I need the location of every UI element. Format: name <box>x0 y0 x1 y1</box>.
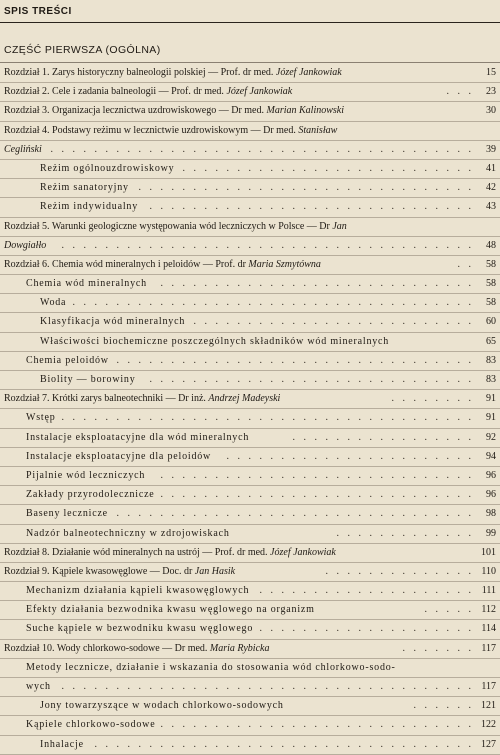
dot-leader: . . . . . . . . . . . . . . . . . . . . . . . . . . . . . <box>160 469 474 481</box>
entry-page: 48 <box>486 239 496 251</box>
entry-text: Baseny lecznicze <box>26 508 108 520</box>
entry-text: wych <box>26 681 51 692</box>
entry-page: 121 <box>481 700 496 712</box>
toc-entry[interactable] <box>0 697 500 716</box>
entry-page: 127 <box>481 738 496 750</box>
dot-leader: . . . . . . <box>413 700 474 712</box>
toc-entry[interactable] <box>0 678 500 697</box>
entry-text: Właściwości biochemiczne poszczególnych składników wód mineralnych <box>40 335 390 347</box>
toc-entry[interactable] <box>0 275 500 294</box>
dot-leader: . . . . . . . . . . . . . . . . . . . . . . . . . . . . . . <box>149 201 474 213</box>
entry-page: 91 <box>486 393 496 405</box>
entry-text: Rozdział 2. Cele i zadania balneologii — Prof. dr med. <box>4 86 227 98</box>
toc-entry[interactable] <box>0 179 500 198</box>
page-title: SPIS TREŚCI <box>4 6 72 17</box>
toc-entry[interactable] <box>0 582 500 601</box>
entry-text: Rozdział 1. Zarys historyczny balneologii polskiej — Prof. dr med. <box>4 67 276 78</box>
entry-author: Andrzej Madeyski <box>208 393 281 405</box>
entry-text: Biolity — borowiny <box>40 374 136 385</box>
toc-entry[interactable] <box>0 352 500 371</box>
entry-author: Dowgiałło <box>4 239 47 251</box>
entry-author: Cegliński <box>4 143 42 155</box>
entry-text: Rozdział 7. Krótki zarys balneotechniki — Dr inż. <box>4 393 209 405</box>
entry-page: 42 <box>486 182 496 194</box>
entry-page: 15 <box>486 67 496 78</box>
dot-leader: . . . . . . . . . . . . . . . . . . . . . . . . . . . . . . . . . <box>116 354 474 366</box>
toc-entry[interactable] <box>0 467 500 486</box>
dot-leader: . . . . . . . . . . . . . . . . . . . . . . . . . . . . . . . . . <box>116 508 474 520</box>
entry-page: 114 <box>481 623 496 635</box>
toc-entry[interactable] <box>0 313 500 332</box>
entry-text: Efekty działania bezwodnika kwasu węglowego na organizm <box>26 604 315 616</box>
toc-entry[interactable] <box>0 716 500 735</box>
entry-page: 83 <box>486 374 496 385</box>
entry-page: 111 <box>481 585 496 597</box>
entry-page: 99 <box>486 527 496 539</box>
entry-page: 101 <box>481 546 496 558</box>
entry-author: Maria Szmytówna <box>248 258 321 270</box>
entry-text: Reżim ogólnouzdrowiskowy <box>40 162 175 174</box>
entry-page: 58 <box>486 258 496 270</box>
entry-page: 23 <box>486 86 496 98</box>
dot-leader: . . . . . . . . . . . . . . . . . . . . . . . . . . . . . . . . . . . . . <box>72 297 474 309</box>
toc-entry[interactable] <box>0 525 500 544</box>
entry-text: Klasyfikacja wód mineralnych <box>40 316 186 328</box>
dot-leader: . . . . . . . . . . . . . <box>336 527 474 539</box>
entry-text: Metody lecznicze, działanie i wskazania do stosowania wód chlorkowo-sodo- <box>26 661 396 673</box>
entry-page: 96 <box>486 469 496 481</box>
dot-leader: . . . . . . . . . . . . . . . . . . . . . . . . . . . . . . . . . . . . . . . <box>50 143 474 155</box>
toc-entry[interactable] <box>0 333 500 352</box>
entry-text: Instalacje eksploatacyjne dla wód mineralnych <box>26 431 250 443</box>
toc-entry[interactable] <box>0 505 500 524</box>
entry-page: 117 <box>481 681 496 692</box>
toc-entry[interactable] <box>0 659 500 678</box>
toc-entry[interactable] <box>0 409 500 428</box>
entry-page: 39 <box>486 143 496 155</box>
entry-author: Maria Rybicka <box>209 642 270 654</box>
toc-entry[interactable] <box>0 141 500 160</box>
toc-entry[interactable] <box>0 736 500 755</box>
toc-entry[interactable] <box>0 160 500 179</box>
entry-page: 92 <box>486 431 496 443</box>
toc-entry[interactable] <box>0 102 500 121</box>
entry-text: Suche kąpiele w bezwodniku kwasu węglowego <box>26 623 254 635</box>
entry-text: Chemia peloidów <box>26 354 109 366</box>
dot-leader: . . . . . . . . . . . . . . . . . . . . . . . . . . . . . . <box>149 374 474 385</box>
entry-text: Inhalacje <box>40 738 84 750</box>
entry-page: 83 <box>486 354 496 366</box>
entry-text: Rozdział 3. Organizacja lecznictwa uzdrowiskowego — Dr med. <box>4 105 267 117</box>
entry-text: Jony towarzyszące w wodach chlorkowo-sodowych <box>40 700 284 712</box>
toc-entry[interactable] <box>0 237 500 256</box>
toc-entry[interactable] <box>0 64 500 83</box>
toc-entry[interactable] <box>0 122 500 141</box>
entry-page: 60 <box>486 316 496 328</box>
dot-leader: . . . . . . . . . . . . . . . . . . . . . . . . . . . . . <box>160 278 474 290</box>
entry-text: Rozdział 5. Warunki geologiczne występowania wód leczniczych w Polsce — Dr <box>4 220 333 232</box>
entry-page: 112 <box>481 604 496 616</box>
dot-leader: . . . . . . . . . . . . . . . . . . . . . . . . . . . . . . . . . . . . . . <box>61 412 474 424</box>
title-divider <box>0 22 500 23</box>
entry-text: Rozdział 6. Chemia wód mineralnych i peloidów — Prof. dr <box>4 258 249 270</box>
toc-list <box>0 64 500 755</box>
dot-leader: . . . . . . . . . . . . . . <box>325 565 474 577</box>
dot-leader: . . . . . <box>424 604 474 616</box>
entry-page: 58 <box>486 297 496 309</box>
toc-entry[interactable] <box>0 563 500 582</box>
entry-author: Stanisław <box>298 124 338 136</box>
entry-page: 91 <box>486 412 496 424</box>
entry-author: Jan Hasik <box>194 565 236 577</box>
part-title: CZĘŚĆ PIERWSZA (OGÓLNA) <box>4 44 161 56</box>
dot-leader: . . . . . . . . . . . . . . . . . . . . . . . . . . . . . <box>160 719 474 731</box>
entry-page: 43 <box>486 201 496 213</box>
entry-page: 98 <box>486 508 496 520</box>
toc-entry[interactable] <box>0 486 500 505</box>
toc-entry[interactable] <box>0 544 500 563</box>
dot-leader: . . . . . . . . . . . . . . . . . <box>292 431 474 443</box>
entry-text: Zakłady przyrodolecznicze <box>26 489 155 501</box>
dot-leader: . . . . . . . . . . . . . . . . . . . . <box>259 623 474 635</box>
entry-page: 122 <box>481 719 496 731</box>
entry-page: 110 <box>481 565 496 577</box>
entry-page: 58 <box>486 278 496 290</box>
toc-entry[interactable] <box>0 390 500 409</box>
dot-leader: . . . . . . . . . . . . . . . . . . . . . . . . . . . . . <box>160 489 474 501</box>
dot-leader: . . . . . . . . . . . . . . . . . . . . . . . . . . . . . . . . . . . <box>94 738 474 750</box>
entry-author: Jan <box>332 220 347 232</box>
dot-leader: . . . . . . . . . . . . . . . . . . . . . . . . . . . . . . . <box>138 182 474 194</box>
entry-author: Józef Jankowiak <box>275 67 342 78</box>
toc-entry[interactable] <box>0 620 500 639</box>
entry-text: Mechanizm działania kąpieli kwasowęglowych <box>26 585 250 597</box>
toc-entry[interactable] <box>0 601 500 620</box>
entry-text: Instalacje eksploatacyjne dla peloidów <box>26 450 212 462</box>
dot-leader: . . . . . . . . . . . . . . . . . . . . <box>259 585 474 597</box>
entry-page: 94 <box>486 450 496 462</box>
toc-entry[interactable] <box>0 198 500 217</box>
entry-text: Reżim sanatoryjny <box>40 182 129 194</box>
toc-entry[interactable] <box>0 429 500 448</box>
entry-text: Nadzór balneotechniczny w zdrojowiskach <box>26 527 230 539</box>
entry-text: Wstęp <box>26 412 56 424</box>
entry-page: 30 <box>486 105 496 117</box>
dot-leader: . . <box>457 258 474 270</box>
entry-text: Rozdział 9. Kąpiele kwasowęglowe — Doc. dr <box>4 565 195 577</box>
dot-leader: . . . . . . . . . . . . . . . . . . . . . . . . . . . . . . . . . . . . . . <box>61 239 474 251</box>
dot-leader: . . . . . . . . . . . . . . . . . . . . . . . . . . . . . . . . . . . . . . <box>61 681 474 692</box>
toc-entry[interactable] <box>0 294 500 313</box>
toc-entry[interactable] <box>0 448 500 467</box>
part-divider <box>0 62 500 63</box>
entry-author: Józef Jankowiak <box>270 546 336 558</box>
entry-text: Rozdział 8. Działanie wód mineralnych na ustrój — Prof. dr med. <box>4 546 271 558</box>
dot-leader: . . . . . . . . . . . . . . . . . . . . . . . <box>226 450 474 462</box>
entry-text: Woda <box>40 297 67 309</box>
entry-text: Pijalnie wód leczniczych <box>26 469 146 481</box>
entry-page: 41 <box>486 162 496 174</box>
entry-text: Rozdział 4. Podstawy reżimu w lecznictwie uzdrowiskowym — Dr med. <box>4 124 299 136</box>
dot-leader: . . . <box>446 86 474 98</box>
entry-page: 96 <box>486 489 496 501</box>
toc-entry[interactable] <box>0 371 500 390</box>
entry-author: Marian Kalinowski <box>266 105 345 117</box>
dot-leader: . . . . . . . <box>402 642 474 654</box>
dot-leader: . . . . . . . . . . . . . . . . . . . . . . . . . . <box>193 316 474 328</box>
entry-text: Reżim indywidualny <box>40 201 138 213</box>
dot-leader: . . . . . . . . . . . . . . . . . . . . . . . . . . . <box>182 162 474 174</box>
entry-page: 65 <box>486 335 496 347</box>
entry-author: Józef Jankowiak <box>226 86 293 98</box>
toc-entry[interactable] <box>0 256 500 275</box>
dot-leader: . . . . . . . . <box>391 393 474 405</box>
entry-text: Rozdział 10. Wody chlorkowo-sodowe — Dr med. <box>4 642 210 654</box>
toc-entry[interactable] <box>0 218 500 237</box>
entry-text: Kąpiele chlorkowo-sodowe <box>26 719 156 731</box>
entry-text: Chemia wód mineralnych <box>26 278 147 290</box>
entry-page: 117 <box>481 642 496 654</box>
toc-entry[interactable] <box>0 83 500 102</box>
toc-entry[interactable] <box>0 640 500 659</box>
